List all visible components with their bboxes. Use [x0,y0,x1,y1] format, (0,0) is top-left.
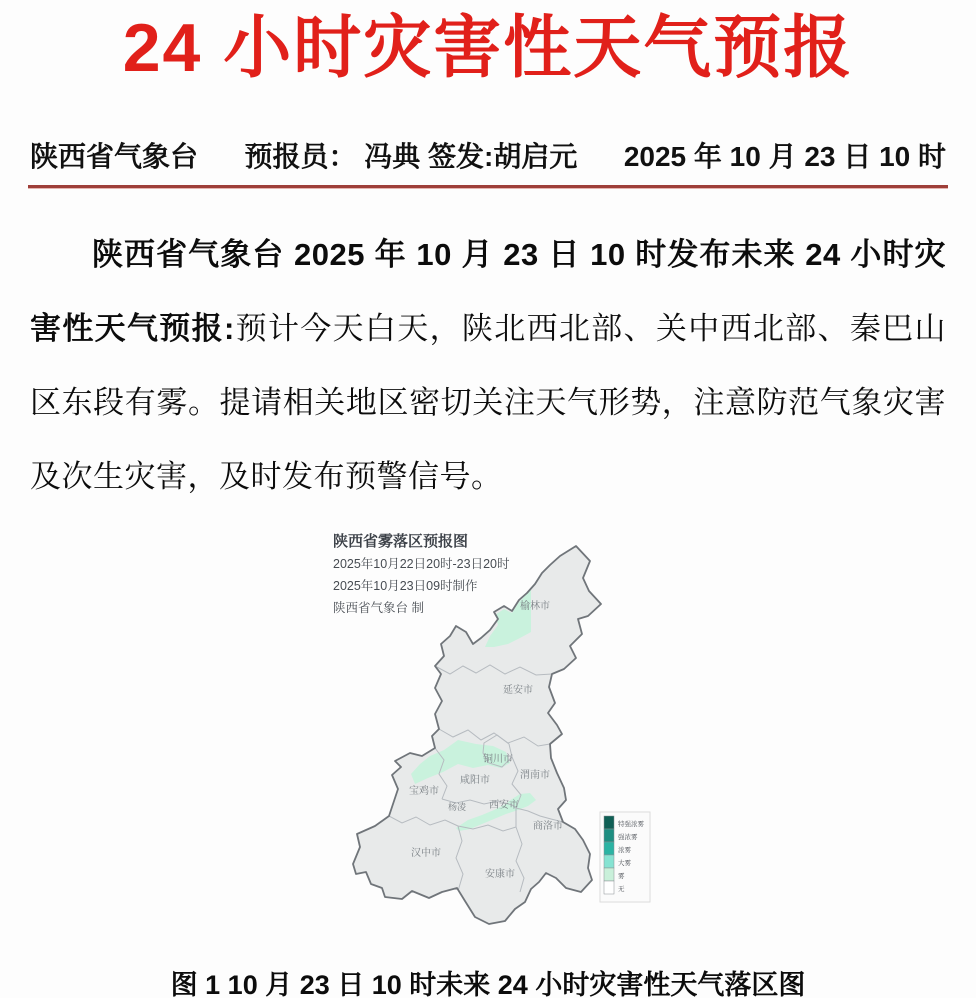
city-label: 宝鸡市 [409,786,439,797]
map-made-at: 2025年10月23日09时制作 [333,579,478,593]
fog-map-figure [298,516,678,951]
legend-label: 特强浓雾 [618,821,644,828]
city-label: 铜川市 [483,754,513,765]
legend-label: 大雾 [618,860,631,867]
city-label: 榆林市 [520,601,550,612]
legend-swatch [604,881,614,894]
map-title: 陕西省雾落区预报图 [333,533,469,550]
city-label: 汉中市 [411,848,441,859]
city-label: 西安市 [489,800,519,811]
city-label: 安康市 [485,869,515,880]
forecast-body: 预计今天白天，陕北西北部、关中西北部、秦巴山区东段有雾。提请相关地区密切关注天气形势，注意防范气象灾害及次生灾害，及时发布预警信号。 [30,311,947,494]
city-label: 咸阳市 [460,775,490,786]
divider-rule [28,185,948,188]
fog-legend [600,812,650,902]
legend-label: 浓雾 [618,847,631,854]
meta-row [30,135,946,175]
legend-label: 强浓雾 [618,834,638,841]
legend-swatch [604,816,614,829]
figure-caption: 图 1 10 月 23 日 10 时未来 24 小时灾害性天气落区图 [170,970,806,998]
bulletin-title: 24 小时灾害性天气预报 [122,10,854,86]
legend-swatch [604,855,614,868]
forecast-paragraph [30,218,946,514]
city-label: 渭南市 [520,770,550,781]
legend-swatch [604,829,614,842]
forecaster-signer: 预报员： 冯典 签发:胡启元 [244,141,578,172]
legend-swatch [604,842,614,855]
forecast-lead: 陕西省气象台 2025 年 10 月 23 日 10 时发布未来 24 小时灾害性天气预报: [30,237,946,346]
legend-label: 雾 [618,873,625,880]
map-valid-period: 2025年10月22日20时-23日20时 [333,557,510,571]
issue-datetime: 2025 年 10 月 23 日 10 时 [623,141,946,172]
city-label: 商洛市 [533,821,563,832]
city-label: 杨凌 [447,802,467,812]
agency-name: 陕西省气象台 [30,141,199,172]
shaanxi-fog-map [298,516,678,946]
map-credit: 陕西省气象台 制 [333,601,424,615]
legend-swatch [604,868,614,881]
city-label: 延安市 [503,685,533,696]
legend-label: 无 [618,886,625,893]
